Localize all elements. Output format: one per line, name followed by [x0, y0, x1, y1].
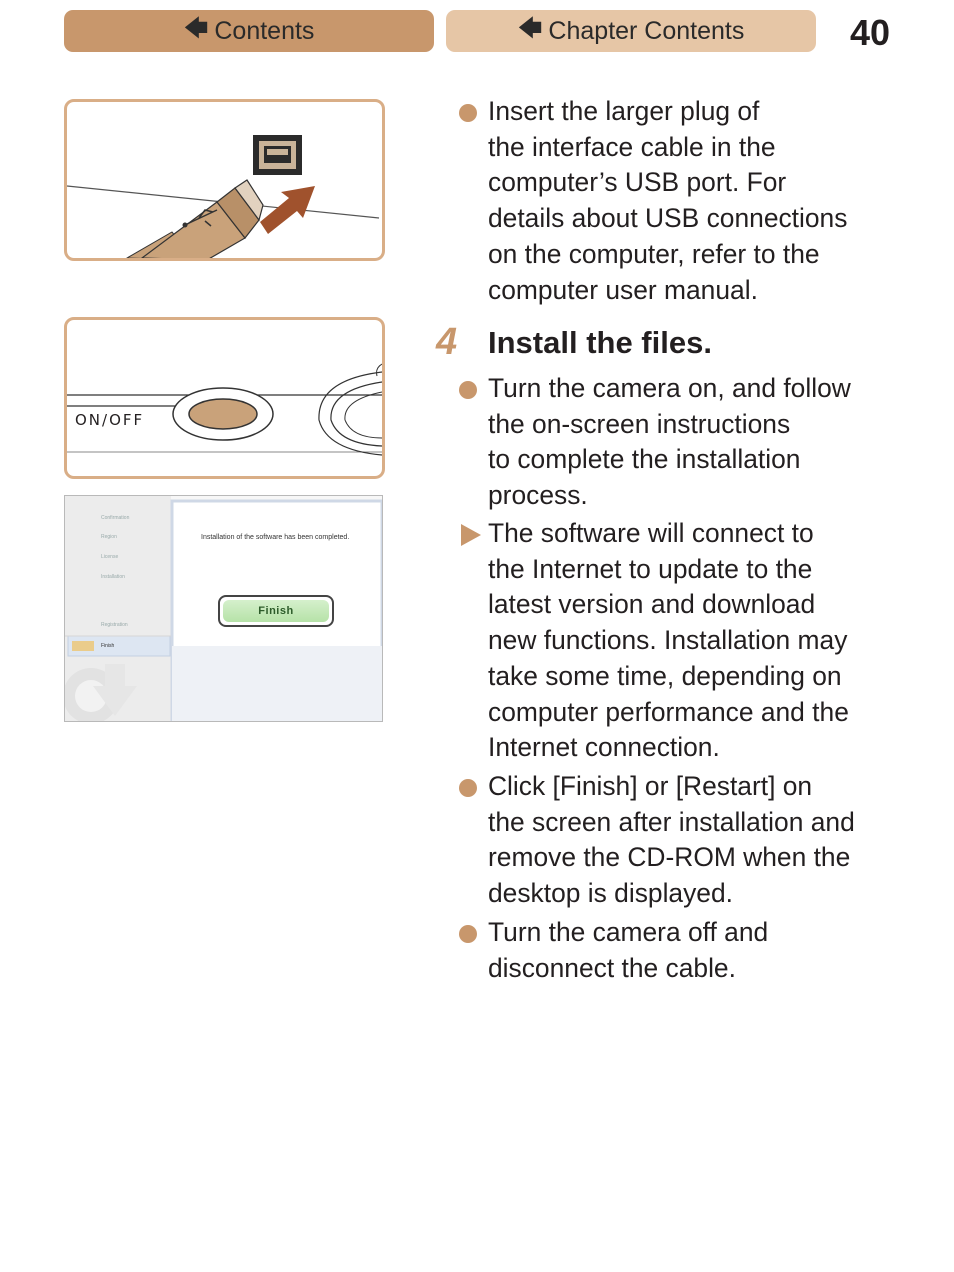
list-item-text: Turn the camera on, and follow the on-screen instructions to complete the installation process.: [488, 373, 851, 511]
bullet-icon: [459, 779, 477, 797]
power-button-illustration: [64, 317, 385, 479]
instruction-column: [458, 0, 898, 1000]
bullet-icon: [459, 381, 477, 399]
bullet-icon: [459, 104, 477, 122]
sidebar-step: License: [101, 554, 119, 560]
left-arrow-icon: 🡄: [517, 14, 543, 42]
usb-plug-illustration: [64, 99, 385, 261]
chapter-contents-button-label: Chapter Contents: [548, 16, 745, 45]
finish-button[interactable]: [218, 595, 334, 627]
installer-message: Installation of the software has been completed.: [201, 534, 350, 541]
contents-button-label: Contents: [214, 16, 315, 45]
installer-screen-illustration: [64, 495, 383, 722]
left-arrow-icon: 🡄: [183, 14, 209, 42]
sidebar-step: Region: [101, 534, 117, 540]
bullet-icon: [459, 925, 477, 943]
power-button-icon: [67, 320, 382, 476]
sidebar-step: Registration: [101, 622, 128, 628]
finish-button-label: Finish: [223, 600, 329, 622]
usb-plug-icon: [67, 102, 382, 258]
sidebar-step: Confirmation: [101, 515, 130, 521]
step-title: Install the files.: [488, 325, 712, 360]
triangle-marker-icon: [461, 524, 481, 546]
sidebar-step: Installation: [101, 574, 125, 580]
contents-button[interactable]: [64, 10, 434, 52]
sidebar-step-current: Finish: [101, 643, 115, 649]
list-item-text: Click [Finish] or [Restart] on the screen after installation and remove the CD-ROM when the desktop is displayed.: [488, 771, 855, 909]
list-item-text: Insert the larger plug of the interface cable in the computer’s USB port. For details about USB connections on the computer, refer to the computer user manual.: [488, 96, 848, 305]
list-item-text: Turn the camera off and disconnect the cable.: [488, 917, 769, 983]
onoff-label: ON/OFF: [75, 411, 145, 429]
list-item-text: The software will connect to the Internet to update to the latest version and download new functions. Installation may take some time, depending on computer performance and the Internet connection.: [488, 518, 849, 763]
step-number: 4: [436, 321, 458, 363]
page-number: 40: [849, 12, 890, 53]
